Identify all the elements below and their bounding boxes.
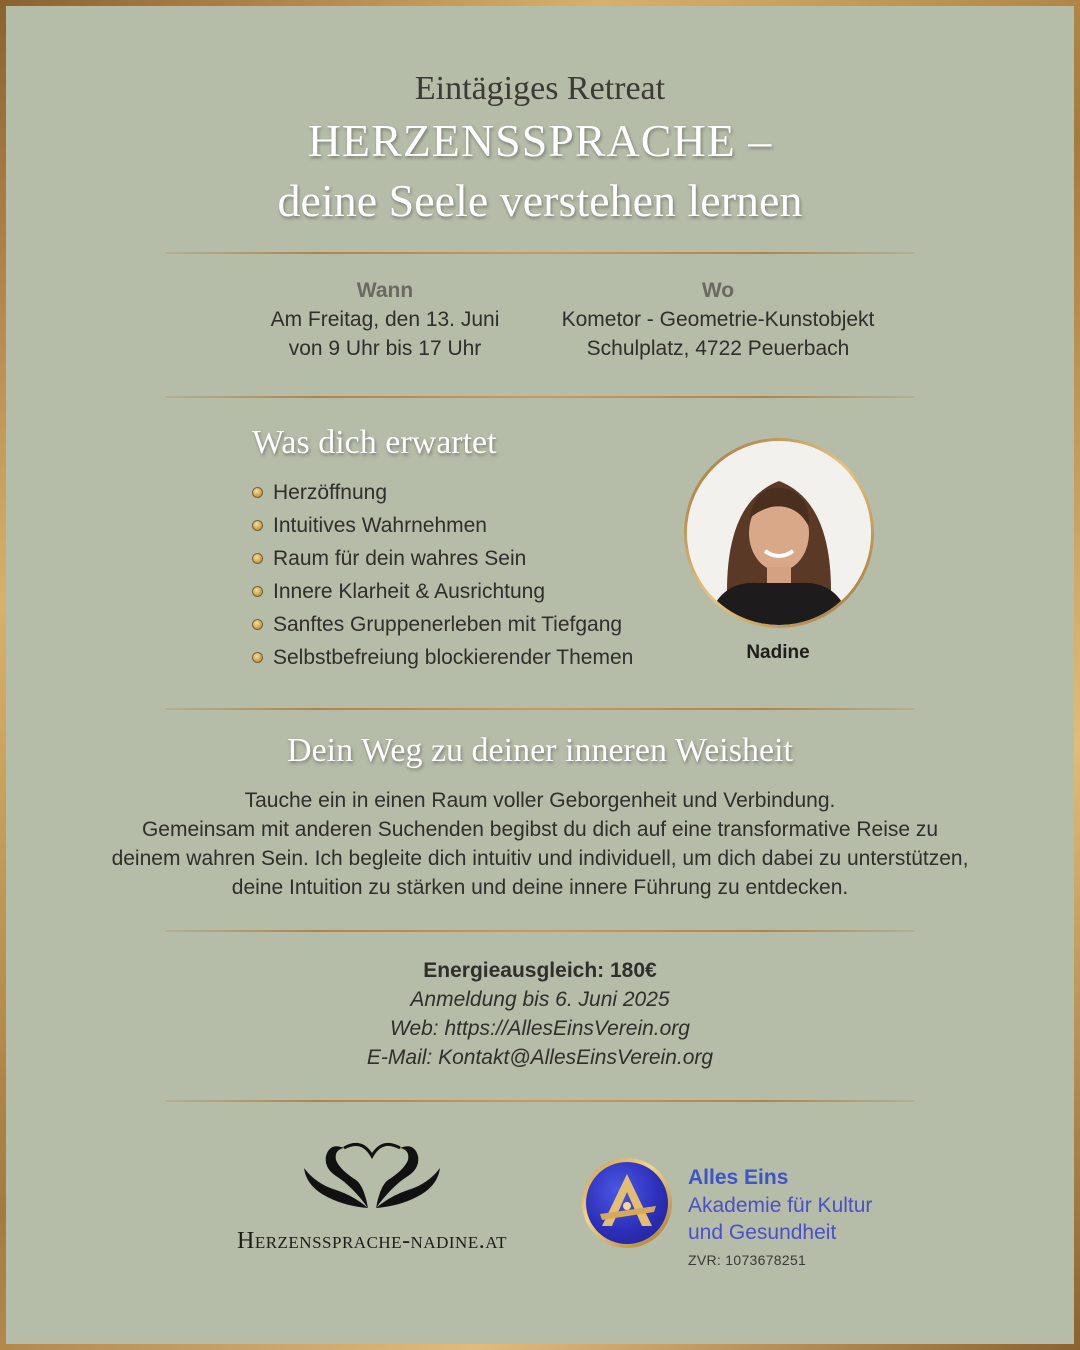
website-logo-text[interactable]: Herzenssprache-nadine.at: [236, 1228, 507, 1254]
bullet-icon: [252, 520, 263, 531]
triangle-logo-icon: [586, 1162, 668, 1244]
expect-title: Was dich erwartet: [252, 424, 497, 461]
path-title: Dein Weg zu deiner inneren Weisheit: [287, 732, 793, 769]
alles-eins-logo: [582, 1158, 672, 1248]
where-block: [538, 276, 898, 363]
host-name: Nadine: [746, 642, 810, 663]
registration-info: [6, 956, 1074, 1072]
org-name: Alles Eins: [688, 1166, 789, 1189]
where-label: Wo: [701, 279, 735, 302]
divider: [165, 396, 915, 398]
when-time: von 9 Uhr bis 17 Uhr: [288, 337, 482, 360]
when-date: Am Freitag, den 13. Juni: [270, 308, 500, 331]
paragraph-line: deinem wahren Sein. Ich begleite dich intuitiv und individuell, um dich dabei zu unterstützen,: [111, 847, 969, 870]
list-item: Intuitives Wahrnehmen: [252, 509, 633, 542]
bullet-icon: [252, 652, 263, 663]
where-address: Schulplatz, 4722 Peuerbach: [586, 337, 850, 360]
divider: [165, 1100, 915, 1102]
where-venue: Kometor - Geometrie-Kunstobjekt: [561, 308, 875, 331]
list-item: Raum für dein wahres Sein: [252, 542, 633, 575]
list-item: Sanftes Gruppenerleben mit Tiefgang: [252, 608, 633, 641]
paragraph-line: Tauche ein in einen Raum voller Geborgenheit und Verbindung.: [244, 789, 836, 812]
bullet-icon: [252, 586, 263, 597]
paragraph-line: deine Intuition zu stärken und deine innere Führung zu entdecken.: [231, 876, 849, 899]
event-title-line1: HERZENSSPRACHE –: [307, 115, 773, 166]
when-label: Wann: [356, 279, 414, 302]
flyer-page: [6, 6, 1074, 1344]
web-link[interactable]: Web: https://AllesEinsVerein.org: [390, 1017, 690, 1040]
org-subtitle: Akademie für Kultur und Gesundheit: [688, 1194, 873, 1244]
list-item: Herzöffnung: [252, 476, 633, 509]
email-link[interactable]: E-Mail: Kontakt@AllesEinsVerein.org: [366, 1046, 714, 1069]
portrait-illustration: [687, 441, 871, 625]
divider: [165, 930, 915, 932]
registration-deadline: Anmeldung bis 6. Juni 2025: [410, 988, 670, 1011]
divider: [165, 708, 915, 710]
paragraph-line: Gemeinsam mit anderen Suchenden begibst du dich auf eine transformative Reise zu: [141, 818, 939, 841]
swan-logo-icon: [302, 1136, 442, 1216]
price: Energieausgleich: 180€: [423, 959, 657, 982]
bullet-icon: [252, 619, 263, 630]
path-paragraph: [6, 786, 1074, 902]
divider: [165, 252, 915, 254]
expect-list: [252, 476, 633, 674]
when-block: [260, 276, 510, 363]
event-title-line2: deine Seele verstehen lernen: [277, 175, 803, 226]
list-item: Innere Klarheit & Ausrichtung: [252, 575, 633, 608]
event-subtitle: Eintägiges Retreat: [414, 70, 666, 107]
bullet-icon: [252, 553, 263, 564]
list-item: Selbstbefreiung blockierender Themen: [252, 641, 633, 674]
zvr-number: ZVR: 1073678251: [688, 1252, 807, 1268]
bullet-icon: [252, 487, 263, 498]
host-portrait: [684, 438, 874, 628]
